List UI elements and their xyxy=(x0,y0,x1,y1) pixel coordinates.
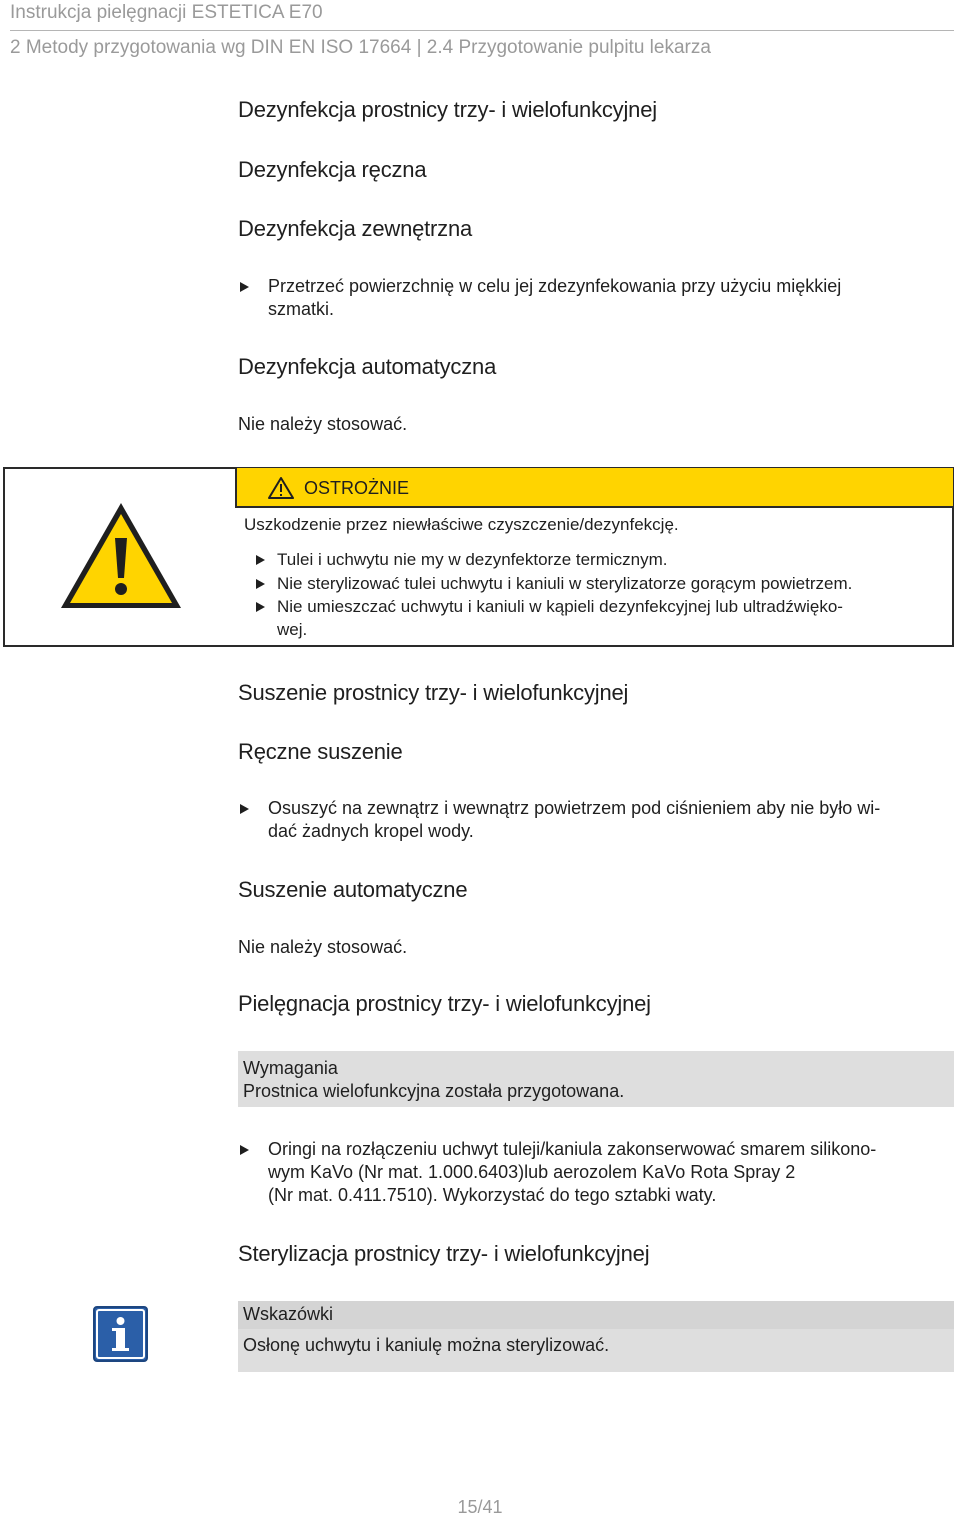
page-number: 15/41 xyxy=(457,1497,503,1517)
note-header xyxy=(238,1301,954,1329)
step-line: Osuszyć na zewnątrz i wewnątrz powietrzem pod ciśnieniem aby nie było wi- xyxy=(268,798,881,818)
bullet-arrow-icon xyxy=(240,1145,249,1155)
document-title: Instrukcja pielęgnacji ESTETICA E70 xyxy=(10,2,323,23)
warning-item xyxy=(256,548,946,571)
step-line: (Nr mat. 0.411.7510). Wykorzystać do tego sztabki waty. xyxy=(268,1185,717,1205)
step-line: wym KaVo (Nr mat. 1.000.6403)lub aerozolem KaVo Rota Spray 2 xyxy=(268,1162,796,1182)
requirements-label: Wymagania xyxy=(243,1058,338,1078)
note-text: Osłonę uchwytu i kaniulę można sterylizować. xyxy=(243,1335,610,1355)
bullet-arrow-icon xyxy=(256,555,265,565)
bullet-arrow-icon xyxy=(240,282,249,292)
heading-manual-drying: Ręczne suszenie xyxy=(238,739,403,764)
header-divider xyxy=(10,30,954,31)
heading-disinfection: Dezynfekcja prostnicy trzy- i wielofunkcyjnej xyxy=(238,97,657,122)
heading-care: Pielęgnacja prostnicy trzy- i wielofunkcyjnej xyxy=(238,991,651,1016)
warning-item-text: Nie sterylizować tulei uchwytu i kaniuli w sterylizatorze gorącym powietrzem. xyxy=(277,574,853,593)
requirements-text: Prostnica wielofunkcyjna została przygotowana. xyxy=(243,1081,625,1101)
warning-item-text: wej. xyxy=(277,620,308,639)
heading-manual-disinfection: Dezynfekcja ręczna xyxy=(238,157,427,182)
auto-drying-text: Nie należy stosować. xyxy=(238,937,408,957)
step-line: szmatki. xyxy=(268,299,335,319)
list-item-drying-step xyxy=(238,797,938,843)
auto-disinfection-text: Nie należy stosować. xyxy=(238,414,408,434)
bullet-arrow-icon xyxy=(256,602,265,612)
warning-item xyxy=(256,572,946,595)
warning-item-text: Tulei i uchwytu nie my w dezynfektorze termicznym. xyxy=(277,550,668,569)
heading-sterilization: Sterylizacja prostnicy trzy- i wielofunkcyjnej xyxy=(238,1241,650,1266)
list-item-external-step xyxy=(238,275,938,321)
bullet-arrow-icon xyxy=(240,804,249,814)
step-line: Oringi na rozłączeniu uchwyt tuleji/kaniula zakonserwować smarem silikono- xyxy=(268,1139,877,1159)
step-line: Przetrzeć powierzchnię w celu jej zdezynfekowania przy użyciu miękkiej xyxy=(268,276,842,296)
warning-label: OSTROŻNIE xyxy=(304,478,410,498)
warning-title: Uszkodzenie przez niewłaściwe czyszczenie/dezynfekcję. xyxy=(244,515,679,534)
step-line: dać żadnych kropel wody. xyxy=(268,821,474,841)
warning-triangle-icon xyxy=(268,476,294,500)
heading-auto-drying: Suszenie automatyczne xyxy=(238,877,468,902)
breadcrumb: 2 Metody przygotowania wg DIN EN ISO 17664 | 2.4 Przygotowanie pulpitu lekarza xyxy=(10,37,711,58)
list-item-care-step xyxy=(238,1138,938,1207)
heading-external-disinfection: Dezynfekcja zewnętrzna xyxy=(238,216,473,241)
heading-auto-disinfection: Dezynfekcja automatyczna xyxy=(238,354,497,379)
warning-item xyxy=(256,595,946,641)
heading-drying: Suszenie prostnicy trzy- i wielofunkcyjnej xyxy=(238,680,629,705)
info-icon xyxy=(93,1306,148,1362)
caution-sign-icon xyxy=(58,500,184,612)
bullet-arrow-icon xyxy=(256,579,265,589)
note-label: Wskazówki xyxy=(243,1304,334,1324)
warning-item-text: Nie umieszczać uchwytu i kaniuli w kąpieli dezynfekcyjnej lub ultradźwięko- xyxy=(277,597,843,616)
